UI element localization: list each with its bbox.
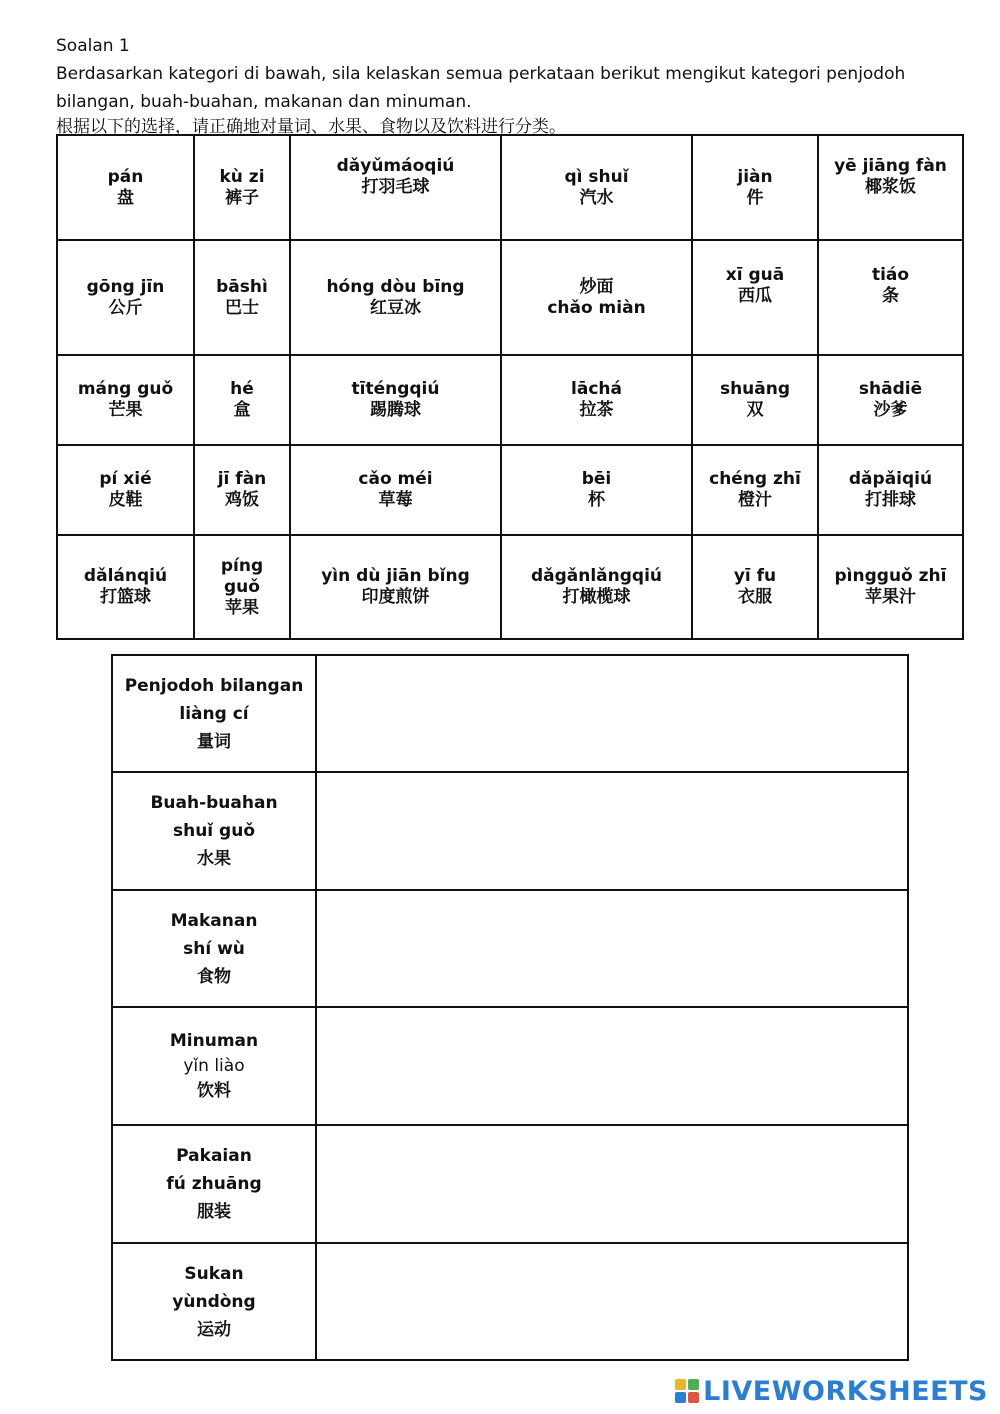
word-pinyin: dǎyǔmáoqiú [336, 156, 455, 176]
word-card[interactable] [818, 355, 963, 445]
word-pinyin: dǎpǎiqiú [848, 469, 933, 489]
category-malay: Sukan [184, 1263, 244, 1284]
question-title: Soalan 1 [56, 36, 130, 56]
word-pinyin: tīténgqiú [351, 379, 440, 399]
header [56, 32, 956, 138]
word-card[interactable] [194, 355, 290, 445]
word-pinyin: yìn dù jiān bǐng [321, 566, 470, 586]
category-row [112, 1007, 908, 1125]
word-card[interactable] [818, 535, 963, 639]
word-hanzi: 拉茶 [579, 400, 614, 420]
category-row [112, 772, 908, 890]
word-pinyin: hóng dòu bīng [326, 276, 465, 297]
word-card[interactable] [501, 535, 692, 639]
word-hanzi: 条 [882, 286, 899, 306]
word-bank-row [57, 135, 963, 240]
word-pinyin: dǎlánqiú [83, 566, 168, 586]
word-hanzi: 皮鞋 [108, 490, 143, 510]
word-hanzi: 衣服 [738, 587, 772, 607]
word-hanzi: 印度煎饼 [361, 587, 430, 607]
word-card[interactable] [290, 240, 501, 355]
word-pinyin: chéng zhī [709, 469, 801, 489]
answer-drop-zone[interactable] [316, 1007, 908, 1125]
word-hanzi: 打排球 [865, 490, 916, 510]
word-hanzi: 打橄榄球 [562, 587, 631, 607]
word-pinyin: shādiē [858, 379, 923, 399]
word-card[interactable] [57, 135, 194, 240]
word-hanzi: 苹果 [225, 597, 259, 618]
instruction-malay-line-1: Berdasarkan kategori di bawah, sila kelaskan semua perkataan berikut mengikut kategori penjodoh [56, 64, 906, 84]
instruction-chinese: 根据以下的选择，请正确地对量词、水果、食物以及饮料进行分类。 [56, 117, 566, 137]
word-card[interactable] [692, 135, 818, 240]
word-hanzi: 芒果 [108, 400, 143, 420]
word-card[interactable] [692, 240, 818, 355]
word-pinyin: dǎgǎnlǎngqiú [530, 566, 663, 586]
word-card[interactable] [290, 135, 501, 240]
word-pinyin: bēi [581, 469, 612, 489]
category-hanzi: 量词 [197, 731, 231, 752]
category-pinyin: liàng cí [179, 703, 249, 724]
answer-drop-zone[interactable] [316, 1243, 908, 1360]
word-card[interactable] [501, 240, 692, 355]
answer-drop-zone[interactable] [316, 655, 908, 772]
word-hanzi: 沙爹 [873, 400, 908, 420]
word-card[interactable] [194, 135, 290, 240]
word-card[interactable] [290, 535, 501, 639]
category-hanzi: 服装 [197, 1202, 231, 1222]
word-card[interactable] [692, 355, 818, 445]
word-hanzi: 盘 [117, 187, 134, 208]
word-card[interactable] [501, 355, 692, 445]
category-label [112, 655, 316, 772]
category-hanzi: 运动 [197, 1319, 231, 1340]
word-bank-row [57, 240, 963, 355]
word-card[interactable] [501, 445, 692, 535]
category-malay: Minuman [169, 1031, 259, 1051]
word-hanzi: 裤子 [225, 187, 259, 208]
word-hanzi: 打羽毛球 [361, 177, 430, 197]
word-hanzi: 炒面 [579, 276, 614, 297]
word-card[interactable] [290, 355, 501, 445]
category-label [112, 1125, 316, 1243]
category-malay: Penjodoh bilangan [124, 675, 304, 696]
category-pinyin: shí wù [183, 938, 245, 959]
word-card[interactable] [818, 445, 963, 535]
word-pinyin: pìngguǒ zhī [834, 566, 947, 586]
word-bank-row [57, 535, 963, 639]
word-hanzi: 苹果汁 [865, 587, 916, 607]
word-card[interactable] [194, 535, 290, 639]
word-pinyin: lāchá [571, 379, 622, 399]
word-pinyin: tiáo [871, 265, 910, 285]
category-label [112, 1243, 316, 1360]
word-hanzi: 公斤 [108, 297, 143, 318]
category-table [111, 654, 909, 1361]
word-hanzi: 杯 [588, 490, 605, 510]
word-pinyin: bāshì [216, 276, 268, 297]
word-pinyin: jiàn [737, 166, 773, 187]
word-card[interactable] [194, 240, 290, 355]
word-hanzi: 件 [746, 187, 764, 208]
word-card[interactable] [818, 135, 963, 240]
word-pinyin: chǎo miàn [547, 297, 646, 318]
word-bank-row [57, 355, 963, 445]
word-card[interactable] [57, 240, 194, 355]
word-hanzi: 草莓 [378, 490, 413, 510]
word-card[interactable] [57, 355, 194, 445]
liveworksheets-logo [675, 1374, 988, 1408]
word-card[interactable] [818, 240, 963, 355]
word-pinyin: shuāng [719, 379, 791, 399]
answer-drop-zone[interactable] [316, 772, 908, 890]
answer-drop-zone[interactable] [316, 1125, 908, 1243]
category-row [112, 890, 908, 1007]
word-card[interactable] [57, 445, 194, 535]
word-bank-row [57, 445, 963, 535]
word-pinyin: pán [107, 166, 144, 187]
word-pinyin: pí xié [99, 469, 152, 489]
word-pinyin: xī guā [725, 265, 785, 285]
word-card[interactable] [501, 135, 692, 240]
category-hanzi: 饮料 [197, 1081, 231, 1101]
word-pinyin: píng guǒ [220, 555, 264, 597]
word-hanzi: 西瓜 [738, 286, 772, 306]
category-label [112, 772, 316, 890]
category-hanzi: 水果 [197, 849, 231, 869]
word-hanzi: 盒 [233, 400, 251, 420]
category-hanzi: 食物 [197, 966, 231, 987]
word-card[interactable] [692, 445, 818, 535]
word-card[interactable] [57, 535, 194, 639]
category-malay: Buah-buahan [150, 793, 278, 813]
word-pinyin: cǎo méi [358, 469, 433, 489]
word-card[interactable] [290, 445, 501, 535]
word-hanzi: 椰浆饭 [865, 177, 916, 197]
word-pinyin: kù zi [219, 166, 265, 187]
word-hanzi: 打篮球 [100, 587, 151, 607]
category-label [112, 1007, 316, 1125]
category-pinyin: yǐn liào [183, 1056, 245, 1076]
category-pinyin: yùndòng [172, 1291, 256, 1312]
answer-drop-zone[interactable] [316, 890, 908, 1007]
word-hanzi: 踢腾球 [370, 400, 421, 420]
word-hanzi: 橙汁 [738, 490, 772, 510]
word-card[interactable] [692, 535, 818, 639]
category-row [112, 655, 908, 772]
word-pinyin: yē jiāng fàn [834, 156, 947, 176]
category-row [112, 1243, 908, 1360]
category-label [112, 890, 316, 1007]
category-malay: Makanan [170, 910, 258, 931]
logo-text: LIVEWORKSHEETS [703, 1375, 988, 1407]
word-hanzi: 红豆冰 [370, 297, 421, 318]
word-pinyin: qì shuǐ [564, 166, 629, 187]
word-card[interactable] [194, 445, 290, 535]
word-pinyin: jī fàn [217, 469, 267, 489]
instruction-malay-line-2: bilangan, buah-buahan, makanan dan minuman. [56, 92, 472, 112]
word-pinyin: hé [230, 379, 254, 399]
logo-mark-icon [675, 1379, 699, 1403]
word-pinyin: máng guǒ [77, 379, 174, 399]
word-hanzi: 巴士 [225, 297, 259, 318]
category-pinyin: fú zhuāng [166, 1174, 262, 1194]
word-hanzi: 汽水 [579, 187, 614, 208]
word-pinyin: yī fu [733, 566, 777, 586]
word-hanzi: 双 [746, 400, 764, 420]
category-malay: Pakaian [176, 1146, 252, 1166]
word-pinyin: gōng jīn [86, 276, 165, 297]
word-hanzi: 鸡饭 [225, 490, 259, 510]
category-row [112, 1125, 908, 1243]
word-bank-table [56, 134, 964, 640]
category-pinyin: shuǐ guǒ [172, 821, 256, 841]
